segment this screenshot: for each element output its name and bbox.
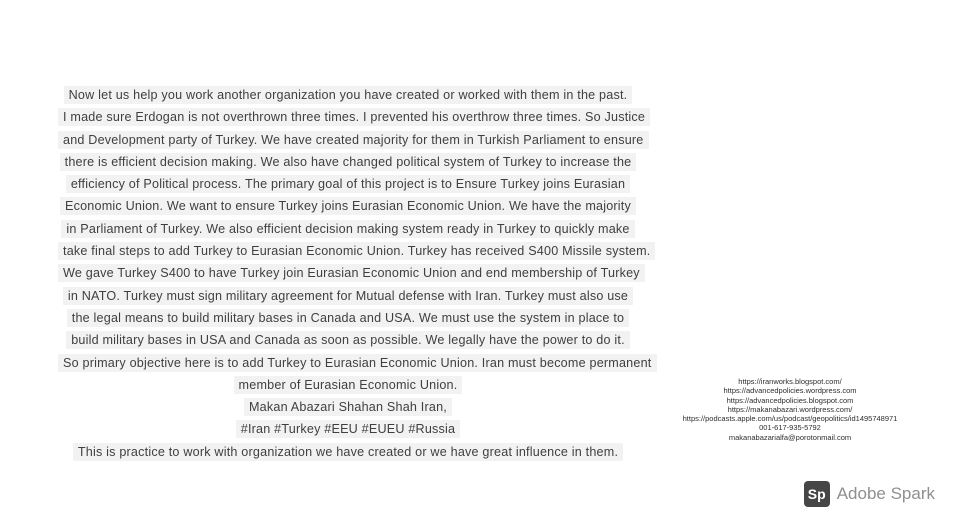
hashtags-line (58, 418, 638, 440)
text-line-highlight: Makan Abazari Shahan Shah Iran, (244, 398, 452, 416)
link-url[interactable]: https://advancedpolicies.wordpress.com (723, 386, 857, 396)
email-address: makanabazarialfa@porotonmail.com (728, 432, 852, 442)
text-line-highlight: Now let us help you work another organization you have created or worked with them in the past. (64, 86, 633, 104)
text-line-highlight: build military bases in USA and Canada as soon as possible. We legally have the power to do it. (66, 331, 630, 349)
text-line (58, 129, 644, 151)
text-line (58, 106, 646, 128)
text-line-highlight: This is practice to work with organization we have created or we have great influence in them. (73, 443, 623, 461)
text-line (58, 352, 652, 374)
link-url[interactable]: https://podcasts.apple.com/us/podcast/geopolitics/id1495748971 (682, 414, 898, 424)
text-line-highlight: take final steps to add Turkey to Eurasian Economic Union. Turkey has received S400 Missile system. (58, 242, 655, 260)
text-line (58, 151, 638, 173)
text-line (58, 240, 651, 262)
main-text-block (58, 84, 652, 463)
link-url[interactable]: https://makanabazari.wordpress.com/ (727, 404, 853, 414)
text-line (58, 262, 638, 284)
text-line-highlight: member of Eurasian Economic Union. (234, 376, 463, 394)
text-line (58, 441, 638, 463)
text-line-highlight: there is efficient decision making. We also have changed political system of Turkey to increase the (60, 153, 637, 171)
text-line-highlight: in Parliament of Turkey. We also efficient decision making system ready in Turkey to quickly make (61, 220, 634, 238)
text-line-highlight: efficiency of Political process. The primary goal of this project is to Ensure Turkey joins Eurasian (66, 175, 630, 193)
text-line-highlight: and Development party of Turkey. We have created majority for them in Turkish Parliament to ensure (58, 131, 649, 149)
text-line-highlight: We gave Turkey S400 to have Turkey join Eurasian Economic Union and end membership of Turkey (58, 264, 645, 282)
text-line (58, 218, 638, 240)
link-url[interactable]: https://advancedpolicies.blogspot.com (726, 395, 854, 405)
text-line-highlight: So primary objective here is to add Turkey to Eurasian Economic Union. Iran must become permanent (58, 354, 657, 372)
text-line-highlight: I made sure Erdogan is not overthrown three times. I prevented his overthrow three times. So Justice (58, 108, 650, 126)
adobe-spark-watermark (804, 481, 935, 507)
link-url[interactable]: https://iranworks.blogspot.com/ (738, 377, 842, 386)
text-line-highlight: the legal means to build military bases in Canada and USA. We must use the system in place to (67, 309, 629, 327)
text-line (58, 307, 638, 329)
text-line-highlight: Economic Union. We want to ensure Turkey joins Eurasian Economic Union. We have the majority (60, 197, 636, 215)
text-line (58, 173, 638, 195)
signature-line (58, 396, 638, 418)
text-line (58, 84, 638, 106)
phone-number: 001-617-935-5792 (759, 423, 821, 433)
adobe-spark-brand-label: Adobe Spark (836, 484, 935, 503)
text-line (58, 329, 638, 351)
text-line-highlight: in NATO. Turkey must sign military agreement for Mutual defense with Iran. Turkey must also use (63, 287, 633, 305)
text-line (58, 285, 638, 307)
text-line (58, 195, 638, 217)
contact-links-block (640, 377, 940, 442)
text-line (58, 374, 638, 396)
text-line-highlight: #Iran #Turkey #EEU #EUEU #Russia (236, 420, 461, 438)
adobe-spark-logo-icon: Sp (804, 481, 830, 507)
